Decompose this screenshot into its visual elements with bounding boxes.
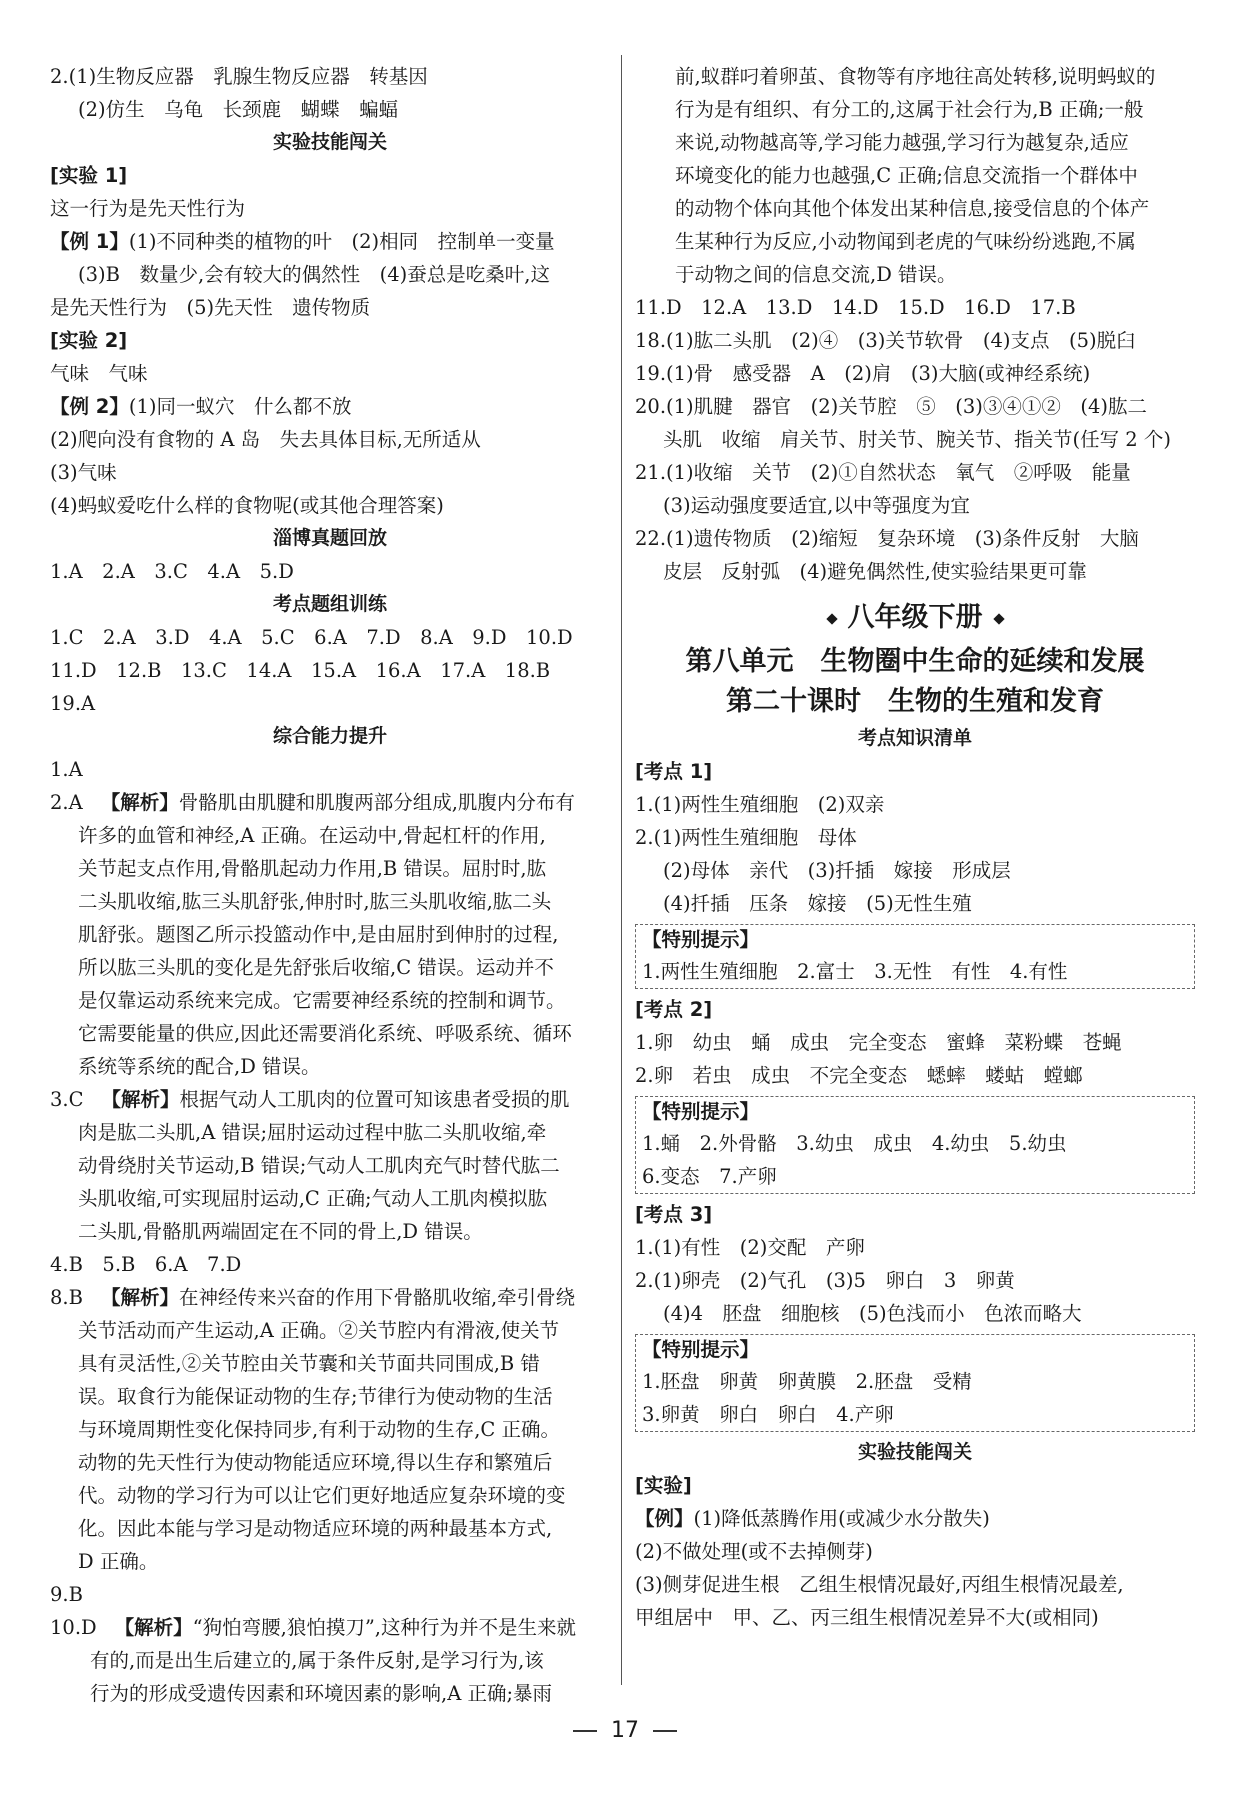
answer-line: 19.A — [50, 692, 96, 715]
section-heading: 考点题组训练 — [272, 593, 387, 615]
question-number: 3.C — [50, 1088, 84, 1111]
question-number: 10.D — [50, 1616, 97, 1639]
page-number: 17 — [611, 1718, 639, 1743]
example-tag: 【例 2】 — [50, 395, 129, 418]
answer-line: 20.(1)肌腱 器官 (2)关节腔 ⑤ (3)③④①② (4)肱二 — [635, 395, 1147, 418]
analysis-line: 动物的先天性行为使动物能适应环境,得以生存和繁殖后 — [78, 1451, 553, 1474]
answer-line: 2.卵 若虫 成虫 不完全变态 蟋蟀 蝼蛄 螳螂 — [635, 1064, 1083, 1087]
answer-line: (4)蚂蚁爱吃什么样的食物呢(或其他合理答案) — [50, 494, 444, 517]
answer-line: 1.(1)两性生殖细胞 (2)双亲 — [635, 793, 885, 816]
analysis-line: 肉是肱二头肌,A 错误;屈肘运动过程中肱二头肌收缩,牵 — [78, 1121, 547, 1144]
analysis-line: 化。因此本能与学习是动物适应环境的两种最基本方式, — [78, 1517, 553, 1540]
answer-line: 11.D 12.A 13.D 14.D 15.D 16.D 17.B — [635, 296, 1076, 319]
answer-line: 1.(1)有性 (2)交配 产卵 — [635, 1236, 865, 1259]
kaodian-label: [考点 3] — [635, 1203, 713, 1226]
footer-dash — [573, 1730, 597, 1732]
answer-line: (3)B 数量少,会有较大的偶然性 (4)蚕总是吃桑叶,这 — [78, 263, 550, 286]
answer-line: 11.D 12.B 13.C 14.A 15.A 16.A 17.A 18.B — [50, 659, 551, 682]
answer-line: (4)扦插 压条 嫁接 (5)无性生殖 — [663, 892, 972, 915]
analysis-line: 有的,而是出生后建立的,属于条件反射,是学习行为,该 — [90, 1649, 544, 1672]
analysis-line: 肌舒张。题图乙所示投篮动作中,是由屈肘到伸肘的过程, — [78, 923, 559, 946]
special-tip-box — [635, 924, 1195, 989]
answer-line: 1.A 2.A 3.C 4.A 5.D — [50, 560, 294, 583]
example-line — [635, 1502, 1195, 1535]
special-tip-box — [635, 1334, 1195, 1432]
example-text: (1)同一蚁穴 什么都不放 — [128, 395, 352, 418]
experiment-label: [实验 1] — [50, 164, 128, 187]
example-text: (1)降低蒸腾作用(或减少水分散失) — [693, 1507, 990, 1530]
analysis-line: 前,蚁群叼着卵茧、食物等有序地往高处转移,说明蚂蚁的 — [675, 65, 1156, 88]
analysis-tag: 【解析】 — [101, 1088, 180, 1111]
answer-line: 22.(1)遗传物质 (2)缩短 复杂环境 (3)条件反射 大脑 — [635, 527, 1139, 550]
answer-line: (3)气味 — [50, 461, 117, 484]
tip-line: 1.蛹 2.外骨骼 3.幼虫 成虫 4.幼虫 5.幼虫 — [642, 1132, 1067, 1155]
tip-line: 1.胚盘 卵黄 卵黄膜 2.胚盘 受精 — [642, 1370, 972, 1393]
answer-line: 气味 气味 — [50, 362, 148, 385]
analysis-text: 根据气动人工肌肉的位置可知该患者受损的肌 — [179, 1088, 570, 1111]
analysis-line: 是仅靠运动系统来完成。它需要神经系统的控制和调节。 — [78, 989, 566, 1012]
left-column — [50, 60, 610, 1710]
answer-line: 2.(1)卵壳 (2)气孔 (3)5 卵白 3 卵黄 — [635, 1269, 1015, 1292]
footer-dash — [653, 1730, 677, 1732]
answer-line: 这一行为是先天性行为 — [50, 197, 246, 220]
analysis-line: 二头肌收缩,肱三头肌舒张,伸肘时,肱三头肌收缩,肱二头 — [78, 890, 552, 913]
answer-line: (4)4 胚盘 细胞核 (5)色浅而小 色浓而略大 — [663, 1302, 1082, 1325]
analysis-line: 二头肌,骨骼肌两端固定在不同的骨上,D 错误。 — [78, 1220, 483, 1243]
answer-line: (2)母体 亲代 (3)扦插 嫁接 形成层 — [663, 859, 1011, 882]
column-divider — [621, 55, 622, 1685]
right-column — [635, 60, 1195, 1634]
section-heading: 实验技能闯关 — [272, 131, 387, 153]
kaodian-label: [考点 1] — [635, 760, 713, 783]
answer-line: 2.(1)两性生殖细胞 母体 — [635, 826, 857, 849]
answer-line: 是先天性行为 (5)先天性 遗传物质 — [50, 296, 371, 319]
answer-line: 2.(1)生物反应器 乳腺生物反应器 转基因 — [50, 65, 428, 88]
answer-line: 19.(1)骨 感受器 A (2)肩 (3)大脑(或神经系统) — [635, 362, 1091, 385]
kaodian-label: [考点 2] — [635, 998, 713, 1021]
grade-title-text: 八年级下册 — [847, 602, 983, 633]
answer-line: 头肌 收缩 肩关节、肘关节、腕关节、指关节(任写 2 个) — [663, 428, 1172, 451]
analysis-text: 骨骼肌由肌腱和肌腹两部分组成,肌腹内分布有 — [178, 791, 575, 814]
analysis-line — [50, 1611, 610, 1644]
answer-line: 甲组居中 甲、乙、丙三组生根情况差异不大(或相同) — [635, 1606, 1099, 1629]
answer-line: 18.(1)肱二头肌 (2)④ (3)关节软骨 (4)支点 (5)脱臼 — [635, 329, 1136, 352]
answer-line: (2)不做处理(或不去掉侧芽) — [635, 1540, 873, 1563]
example-line — [50, 225, 610, 258]
answer-line: 1.C 2.A 3.D 4.A 5.C 6.A 7.D 8.A 9.D 10.D — [50, 626, 573, 649]
analysis-line — [50, 1281, 610, 1314]
tip-title: 【特别提示】 — [642, 928, 760, 951]
question-number: 8.B — [50, 1286, 83, 1309]
example-tag: 【例 1】 — [50, 230, 129, 253]
analysis-text: 在神经传来兴奋的作用下骨骼肌收缩,牵引骨绕 — [178, 1286, 576, 1309]
analysis-line: 于动物之间的信息交流,D 错误。 — [675, 263, 957, 286]
grade-title — [635, 594, 1195, 642]
tip-line: 3.卵黄 卵白 卵白 4.产卵 — [642, 1403, 894, 1426]
analysis-line: 与环境周期性变化保持同步,有利于动物的生存,C 正确。 — [78, 1418, 561, 1441]
analysis-line: 所以肱三头肌的变化是先舒张后收缩,C 错误。运动并不 — [78, 956, 554, 979]
analysis-tag: 【解析】 — [114, 1616, 193, 1639]
experiment-label: [实验 2] — [50, 329, 128, 352]
question-number: 2.A — [50, 791, 83, 814]
analysis-line: 行为是有组织、有分工的,这属于社会行为,B 正确;一般 — [675, 98, 1144, 121]
analysis-line: 误。取食行为能保证动物的生存;节律行为使动物的生活 — [78, 1385, 553, 1408]
special-tip-box — [635, 1096, 1195, 1194]
analysis-line — [50, 786, 610, 819]
analysis-line: D 正确。 — [78, 1550, 159, 1573]
section-heading: 综合能力提升 — [272, 725, 387, 747]
analysis-tag: 【解析】 — [100, 1286, 179, 1309]
analysis-line: 环境变化的能力也越强,C 正确;信息交流指一个群体中 — [675, 164, 1138, 187]
analysis-line: 代。动物的学习行为可以让它们更好地适应复杂环境的变 — [78, 1484, 566, 1507]
answer-line: 1.A — [50, 758, 83, 781]
example-tag: 【例】 — [635, 1507, 694, 1530]
diamond-icon — [826, 613, 837, 624]
analysis-text: “狗怕弯腰,狼怕摸刀”,这种行为并不是生来就 — [192, 1616, 577, 1639]
analysis-line: 关节起支点作用,骨骼肌起动力作用,B 错误。屈肘时,肱 — [78, 857, 547, 880]
tip-line: 1.两性生殖细胞 2.富士 3.无性 有性 4.有性 — [642, 960, 1068, 983]
analysis-line: 动骨绕肘关节运动,B 错误;气动人工肌肉充气时替代肱二 — [78, 1154, 560, 1177]
diamond-icon — [993, 613, 1004, 624]
analysis-line: 系统等系统的配合,D 错误。 — [78, 1055, 321, 1078]
analysis-line: 关节活动而产生运动,A 正确。②关节腔内有滑液,使关节 — [78, 1319, 560, 1342]
analysis-line: 来说,动物越高等,学习能力越强,学习行为越复杂,适应 — [675, 131, 1129, 154]
analysis-line: 的动物个体向其他个体发出某种信息,接受信息的个体产 — [675, 197, 1150, 220]
tip-title: 【特别提示】 — [642, 1100, 760, 1123]
analysis-line: 具有灵活性,②关节腔由关节囊和关节面共同围成,B 错 — [78, 1352, 540, 1375]
answer-line: 9.B — [50, 1583, 83, 1606]
page-footer — [0, 1718, 1250, 1743]
answer-line: (2)爬向没有食物的 A 岛 失去具体目标,无所适从 — [50, 428, 481, 451]
tip-title: 【特别提示】 — [642, 1338, 760, 1361]
unit-title: 第八单元 生物圈中生命的延续和发展 — [685, 646, 1145, 677]
answer-line: 4.B 5.B 6.A 7.D — [50, 1253, 242, 1276]
answer-line: 皮层 反射弧 (4)避免偶然性,使实验结果更可靠 — [663, 560, 1087, 583]
answer-line: (2)仿生 乌龟 长颈鹿 蝴蝶 蝙蝠 — [78, 98, 399, 121]
answer-line: (3)运动强度要适宜,以中等强度为宜 — [663, 494, 970, 517]
analysis-line — [50, 1083, 610, 1116]
example-text: (1)不同种类的植物的叶 (2)相同 控制单一变量 — [128, 230, 555, 253]
section-heading: 实验技能闯关 — [857, 1441, 972, 1463]
analysis-line: 许多的血管和神经,A 正确。在运动中,骨起杠杆的作用, — [78, 824, 546, 847]
lesson-title: 第二十课时 生物的生殖和发育 — [726, 686, 1104, 717]
section-heading: 淄博真题回放 — [272, 527, 387, 549]
example-line — [50, 390, 610, 423]
answer-line: 1.卵 幼虫 蛹 成虫 完全变态 蜜蜂 菜粉蝶 苍蝇 — [635, 1031, 1122, 1054]
analysis-line: 它需要能量的供应,因此还需要消化系统、呼吸系统、循环 — [78, 1022, 572, 1045]
analysis-line: 行为的形成受遗传因素和环境因素的影响,A 正确;暴雨 — [90, 1682, 553, 1705]
section-heading: 考点知识清单 — [857, 727, 972, 749]
answer-line: 21.(1)收缩 关节 (2)①自然状态 氧气 ②呼吸 能量 — [635, 461, 1131, 484]
analysis-tag: 【解析】 — [100, 791, 179, 814]
analysis-line: 生某种行为反应,小动物闻到老虎的气味纷纷逃跑,不属 — [675, 230, 1136, 253]
experiment-label: [实验] — [635, 1474, 692, 1497]
answer-line: (3)侧芽促进生根 乙组生根情况最好,丙组生根情况最差, — [635, 1573, 1124, 1596]
tip-line: 6.变态 7.产卵 — [642, 1165, 777, 1188]
analysis-line: 头肌收缩,可实现屈肘运动,C 正确;气动人工肌肉模拟肱 — [78, 1187, 548, 1210]
